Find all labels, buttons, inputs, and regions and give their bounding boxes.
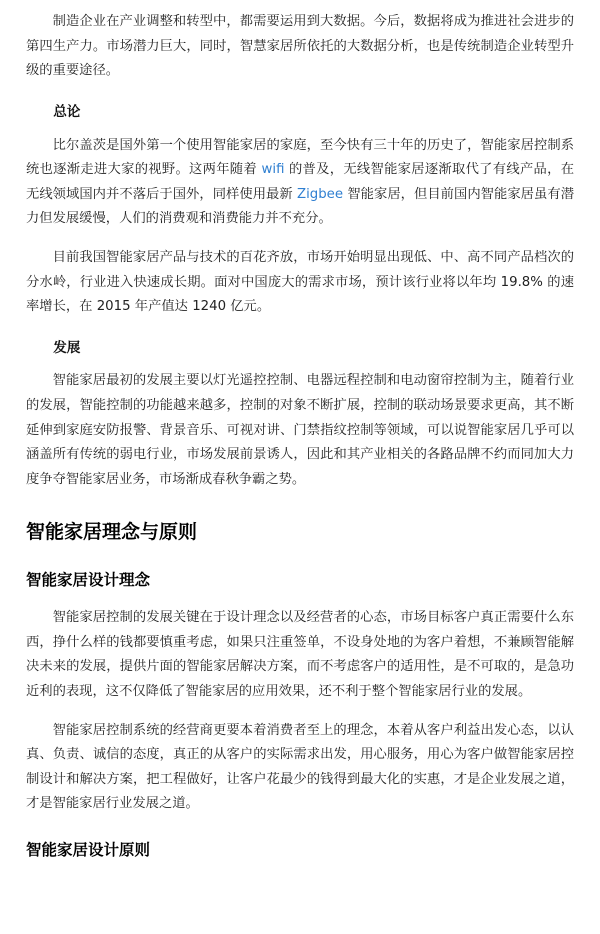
wifi-link[interactable]: wifi bbox=[261, 162, 285, 178]
paragraph-design-concept-1: 智能家居控制的发展关键在于设计理念以及经营者的心态，市场目标客户真正需要什么东西，挣什么样的钱都要慎重考虑，如果只注重签单，不设身处地的为客户着想，不兼顾智能解决未来的发展，提供片面的智能家居解决方案，而不考虑客户的适用性，是不可取的，是急功近利的表现，这不仅降低了智能家居的应用效果，还不利于整个智能家居行业的发展。 bbox=[26, 610, 574, 699]
paragraph-market: 目前我国智能家居产品与技术的百花齐放，市场开始明显出现低、中、高不同产品档次的分水岭，行业进入快速成长期。面对中国庞大的需求市场，预计该行业将以年均 19.8% 的速率增长，在 2015 年产值达 1240 亿元。 bbox=[26, 249, 574, 315]
heading-design-principle: 智能家居设计原则 bbox=[26, 840, 151, 859]
document-body bbox=[26, 0, 574, 862]
zigbee-link[interactable]: Zigbee bbox=[297, 186, 344, 202]
paragraph-development: 智能家居最初的发展主要以灯光遥控控制、电器远程控制和电动窗帘控制为主，随着行业的发展，智能控制的功能越来越多，控制的对象不断扩展，控制的联动场景要求更高，其不断延伸到家庭安防报警、背景音乐、可视对讲、门禁指纹控制等领域，可以说智能家居几乎可以涵盖所有传统的弱电行业，市场发展前景诱人，因此和其产业相关的各路品牌不约而同加大力度争夺智能家居业务，市场渐成春秋争霸之势。 bbox=[26, 373, 574, 487]
run-text-2: 的普及，无线智能家居逐渐取代了有线产品，在无线领域国内并不落后于国外，同样使用最新 bbox=[26, 162, 574, 202]
intro-paragraph: 制造企业在产业调整和转型中，都需要运用到大数据。今后，数据将成为推进社会进步的第四生产力。市场潜力巨大，同时，智慧家居所依托的大数据分析，也是传统制造企业转型升级的重要途径。 bbox=[26, 14, 574, 79]
run-text-1: 比尔盖茨是国外第一个使用智能家居的家庭，至今快有三十年的历史了，智能家居控制系统也逐渐走进大家的视野。这两年随着 bbox=[26, 137, 574, 178]
heading-design-concept: 智能家居设计理念 bbox=[26, 570, 151, 589]
heading-zonglun: 总论 bbox=[53, 103, 81, 120]
paragraph-design-concept-2: 智能家居控制系统的经营商更要本着消费者至上的理念，本着从客户利益出发心态，以认真、负责、诚信的态度，真正的从客户的实际需求出发，用心服务，用心为客户做智能家居控制设计和解决方案，把工程做好，让客户花最少的钱得到最大化的实惠，才是企业发展之道，才是智能家居行业发展之道。 bbox=[26, 722, 574, 812]
paragraph-bill-gates bbox=[26, 134, 574, 232]
heading-concept-principle: 智能家居理念与原则 bbox=[26, 521, 198, 544]
run-text-3: 智能家居，但目前国内智能家居虽有潜力但发展缓慢，人们的消费观和消费能力并不充分。 bbox=[26, 186, 574, 227]
heading-fazhan: 发展 bbox=[53, 339, 81, 356]
